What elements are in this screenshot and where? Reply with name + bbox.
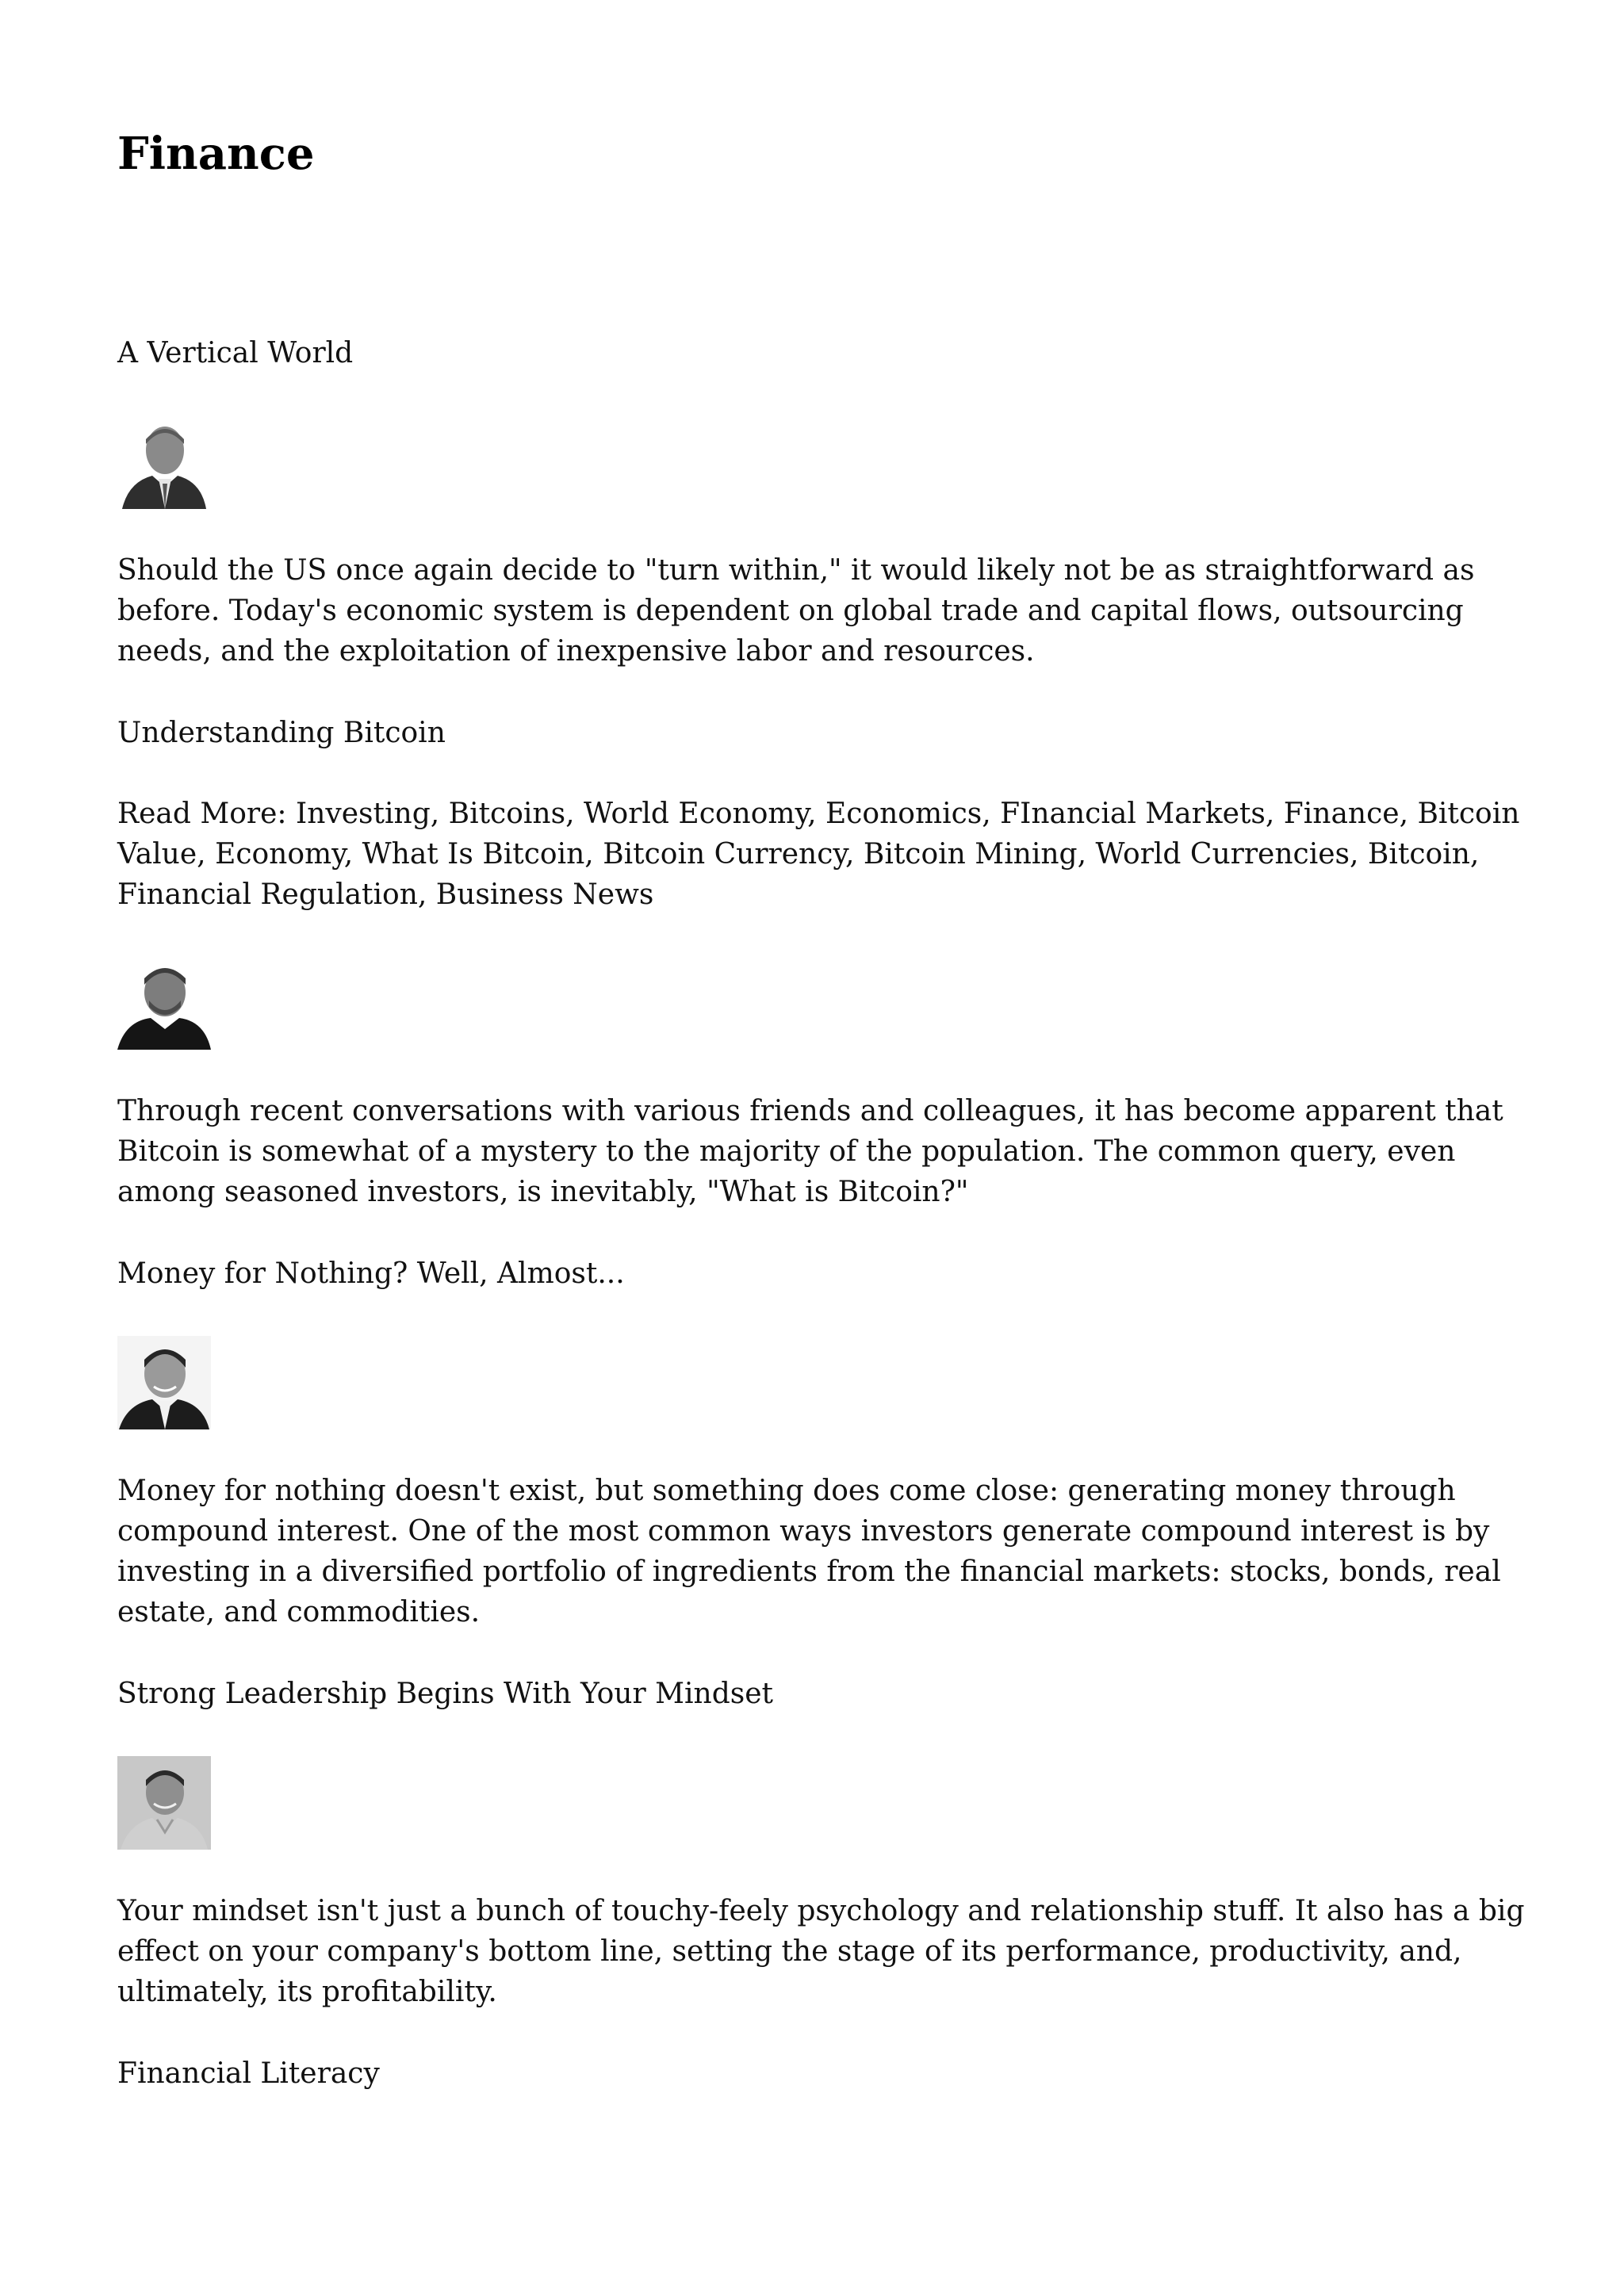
page-title: Finance (117, 128, 315, 180)
read-more-label: Read More: (117, 798, 287, 830)
tag-link[interactable]: Bitcoin Currency (603, 838, 845, 871)
article-headline[interactable]: A Vertical World (117, 337, 354, 369)
tag-link[interactable]: What Is Bitcoin (362, 838, 585, 871)
tag-link[interactable]: World Currencies (1095, 838, 1350, 871)
author-photo-icon[interactable] (117, 1336, 211, 1429)
tag-link[interactable]: Financial Regulation (117, 878, 418, 911)
article-summary: Through recent conversations with various friends and colleagues, it has become apparent that Bitcoin is somewhat of a mystery to the majority of the population. The common query, even among seasoned investors, is inevitably, "What is Bitcoin?" (117, 1095, 1503, 1208)
article-summary: Your mindset isn't just a bunch of touchy-feely psychology and relationship stuff. It also has a big effect on your company's bottom line, setting the stage of its performance, productivity, and, ultimately, its profitability. (117, 1895, 1525, 2008)
tag-link[interactable]: Investing (296, 798, 431, 830)
author-photo-icon[interactable] (117, 1756, 211, 1850)
tag-link[interactable]: Economy (215, 838, 344, 871)
article-item (117, 1253, 1529, 1632)
author-photo-graphic (117, 415, 211, 509)
author-photo-icon[interactable] (117, 415, 211, 509)
article-summary: Money for nothing doesn't exist, but something does come close: generating money through compound interest. One of the most common ways investors generate compound interest is by investing in a diversified portfolio of ingredients from the financial markets: stocks, bonds, real estate, and commodities. (117, 1475, 1501, 1628)
article-headline[interactable]: Strong Leadership Begins With Your Mindset (117, 1678, 773, 1710)
author-photo-graphic (117, 956, 211, 1050)
tag-link[interactable]: Business News (435, 878, 654, 911)
tag-link[interactable]: Economics (825, 798, 982, 830)
article-item (117, 2053, 1529, 2095)
read-more-tags (117, 794, 1529, 915)
article-feed (117, 333, 1529, 2095)
tag-link[interactable]: Bitcoins (448, 798, 566, 830)
tag-list: Investing, Bitcoins, World Economy, Economics, FInancial Markets, Finance, Bitcoin Value, Economy, What Is Bitcoin, Bitcoin Currency, Bitcoin Mining, World Currencies, Bitcoin, Financial Regulation, Business News (117, 798, 1520, 911)
tag-link[interactable]: Bitcoin Value (117, 798, 1520, 871)
tag-link[interactable]: FInancial Markets (1000, 798, 1266, 830)
author-photo-graphic (117, 1336, 211, 1429)
article-item (117, 713, 1529, 1212)
article-headline[interactable]: Understanding Bitcoin (117, 717, 446, 749)
author-photo-graphic (117, 1756, 211, 1850)
tag-link[interactable]: Bitcoin (1367, 838, 1470, 871)
article-summary: Should the US once again decide to "turn within," it would likely not be as straightforward as before. Today's economic system is dependent on global trade and capital flows, outsourcing needs, and the exploitation of inexpensive labor and resources. (117, 554, 1475, 668)
article-headline[interactable]: Financial Literacy (117, 2057, 380, 2090)
article-headline[interactable]: Money for Nothing? Well, Almost... (117, 1257, 625, 1290)
tag-link[interactable]: Bitcoin Mining (863, 838, 1078, 871)
tag-link[interactable]: World Economy (583, 798, 808, 830)
article-item (117, 1674, 1529, 2012)
article-item (117, 333, 1529, 672)
author-photo-icon[interactable] (117, 956, 211, 1050)
tag-link[interactable]: Finance (1283, 798, 1400, 830)
